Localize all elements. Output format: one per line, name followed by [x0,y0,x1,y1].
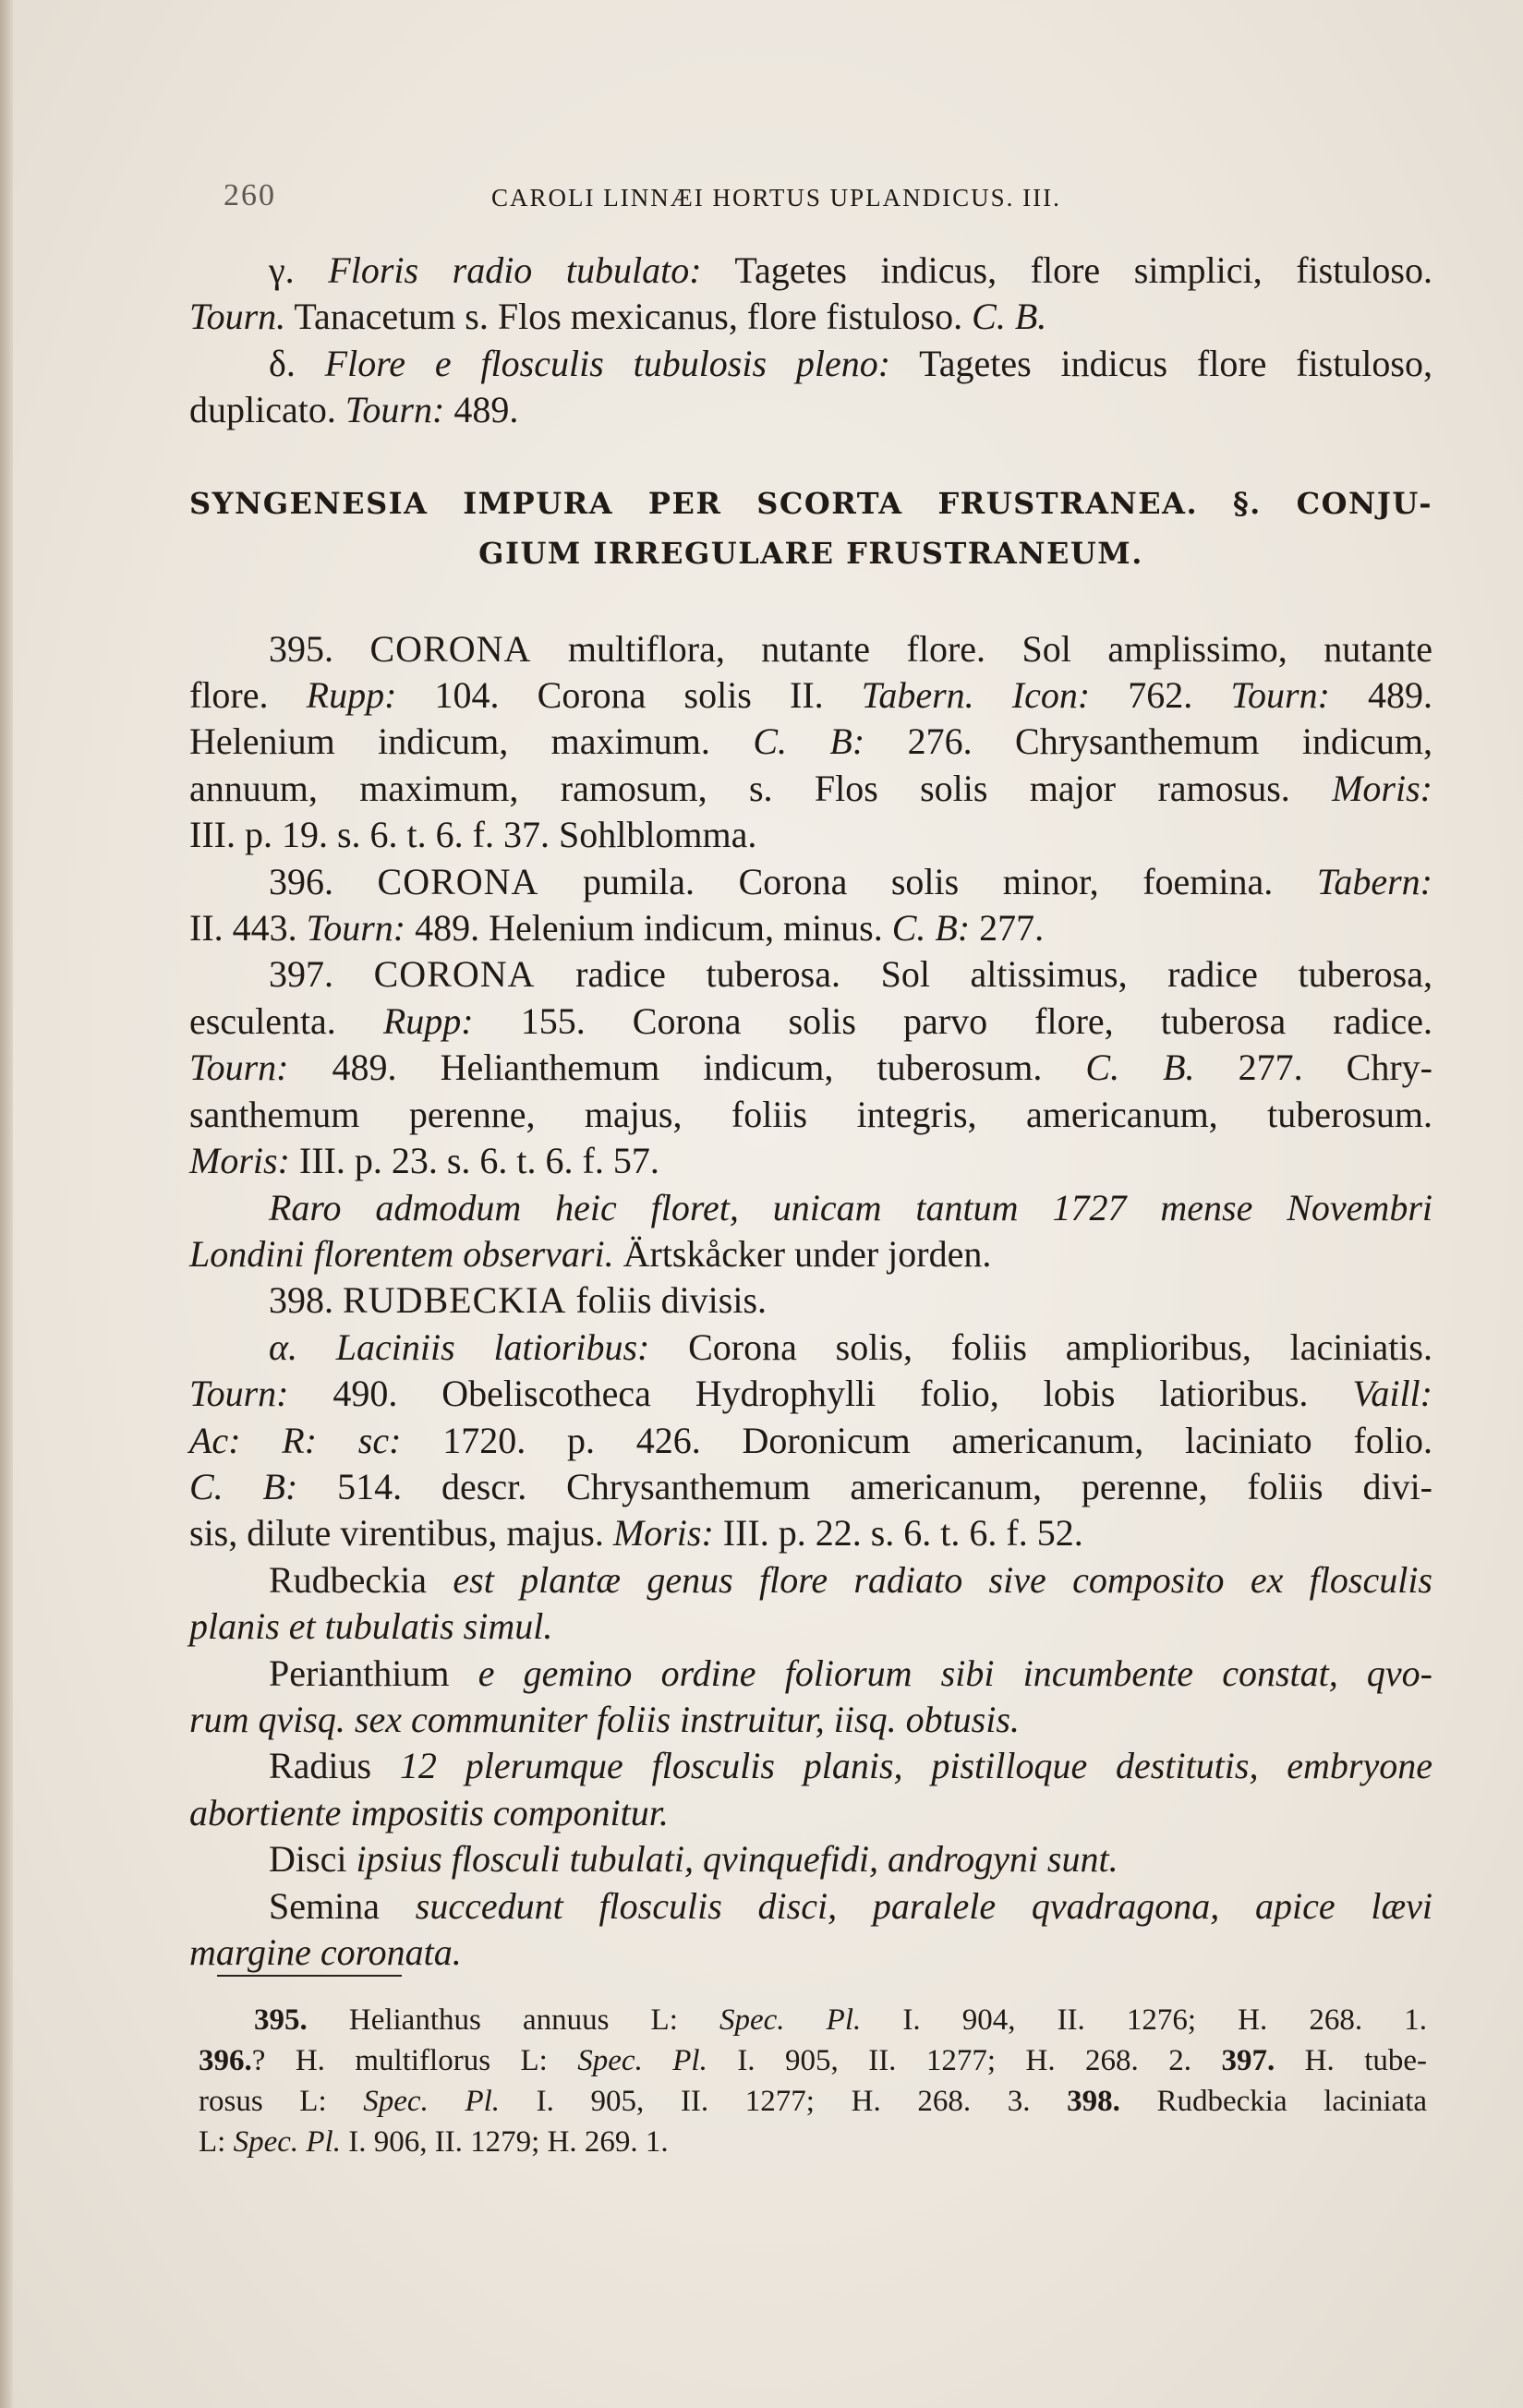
footnote-rule [217,1975,402,1977]
text-line: duplicato. Tourn: 489. [189,389,519,431]
description-line: Disci ipsius flosculi tubulati, qvinquefidi, androgyni sunt. [269,1838,1118,1881]
section-heading [189,478,1432,578]
description-line: Semina succedunt flosculis disci, paralele qvadragona, apice lævi [269,1884,1433,1927]
description-line: abortiente impositis componitur. [189,1791,669,1833]
page-number: 260 [224,178,276,212]
entry-398-line: 398. RUDBECKIA foliis divisis. [269,1279,768,1322]
entry-397-line: Raro admodum heic floret, unicam tantum 1727 mense Novembri [269,1186,1432,1228]
entry-397-line: Moris: III. p. 23. s. 6. t. 6. f. 57. [189,1140,659,1182]
text-line: γ. Floris radio tubulato: Tagetes indicus, flore simplici, fistuloso. [269,249,1433,291]
entry-396-line: 396. CORONA pumila. Corona solis minor, foemina. Tabern: [269,860,1432,902]
entry-398-line: Tourn: 490. Obeliscotheca Hydrophylli folio, lobis latioribus. Vaill: [189,1373,1432,1415]
running-title: CAROLI LINNÆI HORTUS UPLANDICUS. III. [491,184,1061,212]
entry-395-line: annuum, maximum, ramosum, s. Flos solis major ramosus. Moris: [189,767,1432,809]
footnote-line: L: Spec. Pl. I. 906, II. 1279; H. 269. 1. [199,2125,669,2159]
entry-397-line: esculenta. Rupp: 155. Corona solis parvo flore, tuberosa radice. [189,999,1432,1042]
description-line: margine coronata. [189,1931,462,1973]
entry-395-line: 395. CORONA multiflora, nutante flore. Sol amplissimo, nutante [269,627,1433,670]
text-line: δ. Flore e flosculis tubulosis pleno: Tagetes indicus flore fistuloso, [269,342,1432,384]
description-line: planis et tubulatis simul. [189,1605,553,1648]
entry-395-line: Helenium indicum, maximum. C. B: 276. Chrysanthemum indicum, [189,720,1432,763]
running-head [214,178,1415,215]
description-line: Radius 12 plerumque flosculis planis, pistilloque destitutis, embryone [269,1745,1432,1787]
entry-397-line: santhemum perenne, majus, foliis integris, americanum, tuberosum. [189,1093,1432,1135]
entry-395-line: flore. Rupp: 104. Corona solis II. Tabern. Icon: 762. Tourn: 489. [189,674,1433,717]
footnote-line: 395. Helianthus annuus L: Spec. Pl. I. 904, II. 1276; H. 268. 1. [254,2003,1427,2037]
entry-396-line: II. 443. Tourn: 489. Helenium indicum, minus. C. B: 277. [189,907,1045,950]
entry-398-line: Ac: R: sc: 1720. p. 426. Doronicum americanum, laciniato folio. [189,1419,1432,1461]
description-line: Rudbeckia est plantæ genus flore radiato sive composito ex flosculis [269,1558,1432,1601]
main-text [189,248,1432,1976]
footnote-line: rosus L: Spec. Pl. I. 905, II. 1277; H. 268. 3. 398. Rudbeckia laciniata [199,2085,1428,2118]
entry-395-line: III. p. 19. s. 6. t. 6. f. 37. Sohlblomma. [189,814,757,856]
entry-398-line: α. Laciniis latioribus: Corona solis, foliis amplioribus, laciniatis. [269,1325,1432,1368]
footnote-line: 396.? H. multiflorus L: Spec. Pl. I. 905, II. 1277; H. 268. 2. 397. H. tube- [199,2044,1427,2077]
entry-397-line: 397. CORONA radice tuberosa. Sol altissimus, radice tuberosa, [269,953,1432,996]
entry-398-line: sis, dilute virentibus, majus. Moris: III. p. 22. s. 6. t. 6. f. 52. [189,1512,1083,1555]
footnotes [199,2000,1427,2162]
section-heading-line: SYNGENESIA IMPURA PER SCORTA FRUSTRANEA. §. CONJU- [189,485,1432,521]
section-heading-line: GIUM IRREGULARE FRUSTRANEUM. [478,535,1143,571]
entry-397-line: Londini florentem observari. Ärtskåcker under jorden. [189,1232,992,1275]
page-gutter-shadow [0,0,13,2408]
description-line: Perianthium e gemino ordine foliorum sibi incumbente constat, qvo- [269,1652,1433,1694]
entry-397-line: Tourn: 489. Helianthemum indicum, tuberosum. C. B. 277. Chry- [189,1047,1432,1089]
text-line: Tourn. Tanacetum s. Flos mexicanus, flore fistuloso. C. B. [189,296,1047,338]
description-line: rum qvisq. sex communiter foliis instruitur, iisq. obtusis. [189,1698,1020,1740]
entry-398-line: C. B: 514. descr. Chrysanthemum americanum, perenne, foliis divi- [189,1465,1433,1507]
